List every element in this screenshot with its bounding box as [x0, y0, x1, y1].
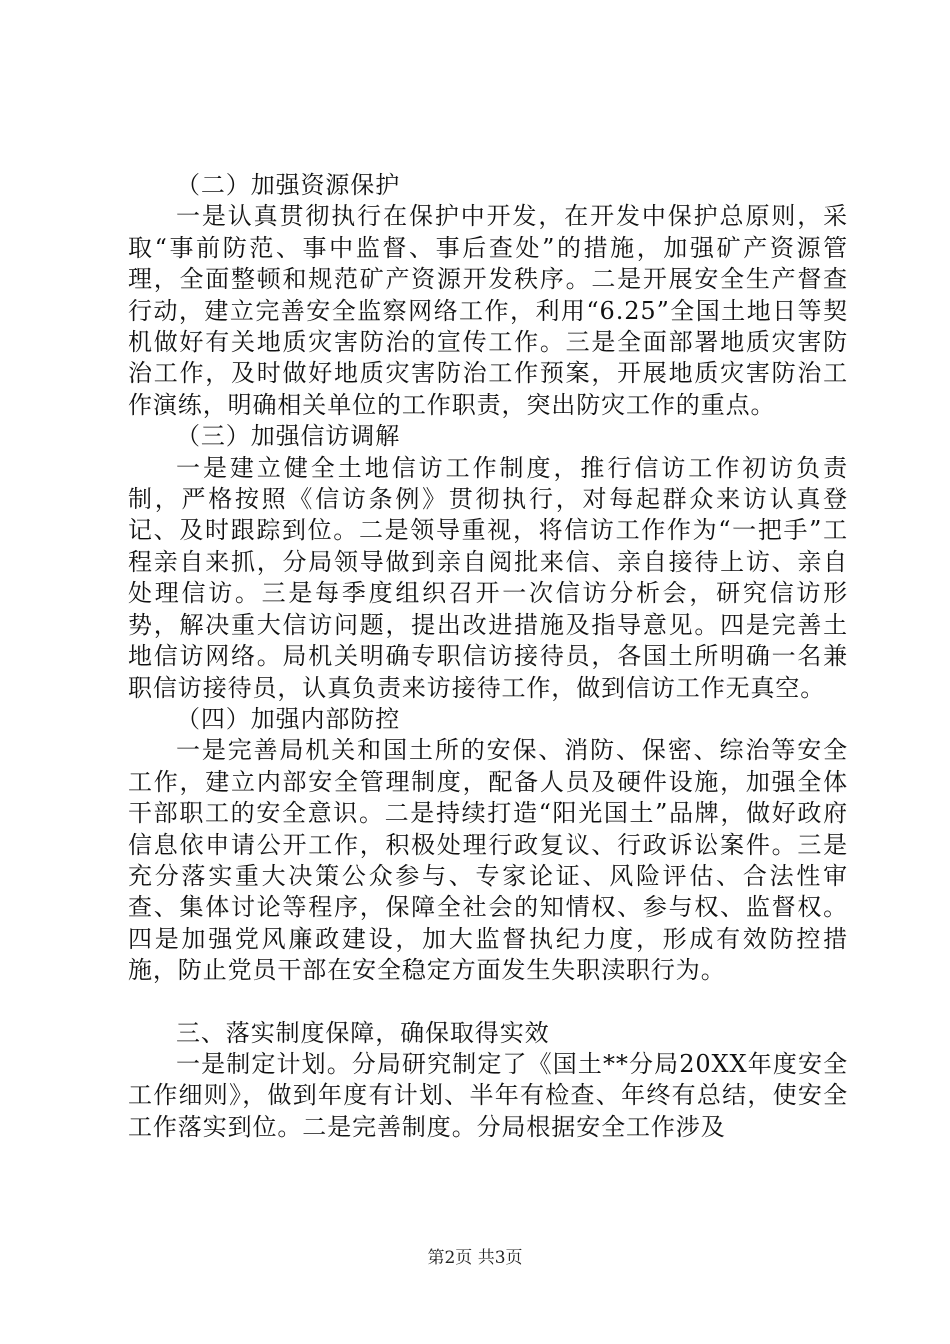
section-paragraph-internal-control: 一是完善局机关和国土所的安保、消防、保密、综治等安全工作，建立内部安全管理制度，配备人员及硬件设施，加强全体干部职工的安全意识。二是持续打造“阳光国土”品牌，做好政府信息依申请公开工作，积极处理行政复议、行政诉讼案件。三是充分落实重大决策公众参与、专家论证、风险评估、合法性审查、集体讨论等程序，保障全社会的知情权、参与权、监督权。四是加强党风廉政建设，加大监督执纪力度，形成有效防控措施，防止党员干部在安全稳定方面发生失职渎职行为。: [128, 736, 848, 985]
section-spacer: [128, 987, 848, 1018]
section-paragraph-petition-mediation: 一是建立健全土地信访工作制度，推行信访工作初访负责制，严格按照《信访条例》贯彻执行，对每起群众来访认真登记、及时跟踪到位。二是领导重视，将信访工作作为“一把手”工程亲自来抓，分局领导做到亲自阅批来信、亲自接待上访、亲自处理信访。三是每季度组织召开一次信访分析会，研究信访形势，解决重大信访问题，提出改进措施及指导意见。四是完善土地信访网络。局机关明确专职信访接待员，各国土所明确一名兼职信访接待员，认真负责来访接待工作，做到信访工作无真空。: [128, 453, 848, 702]
section-heading-resource-protection: （二）加强资源保护: [176, 171, 401, 199]
section-heading-internal-control: （四）加强内部防控: [176, 704, 401, 733]
section-paragraph-system-guarantee: 一是制定计划。分局研究制定了《国土**分局20XX年度安全工作细则》，做到年度有计划、半年有检查、年终有总结，使安全工作落实到位。二是完善制度。分局根据安全工作涉及: [128, 1049, 848, 1141]
page-footer: 第2页 共3页: [427, 1248, 523, 1268]
section-paragraph-resource-protection: 一是认真贯彻执行在保护中开发，在开发中保护总原则，采取“事前防范、事中监督、事后查处”的措施，加强矿产资源管理，全面整顿和规范矿产资源开发秩序。二是开展安全生产督查行动，建立完善安全监察网络工作，利用“6.25”全国土地日等契机做好有关地质灾害防治的宣传工作。三是全面部署地质灾害防治工作，及时做好地质灾害防治工作预案，开展地质灾害防治工作演练，明确相关单位的工作职责，突出防灾工作的重点。: [128, 202, 848, 419]
section-heading-petition-mediation: （三）加强信访调解: [176, 422, 401, 451]
document-body: [128, 170, 848, 1143]
section-heading-system-guarantee: 三、落实制度保障，确保取得实效: [176, 1018, 550, 1047]
